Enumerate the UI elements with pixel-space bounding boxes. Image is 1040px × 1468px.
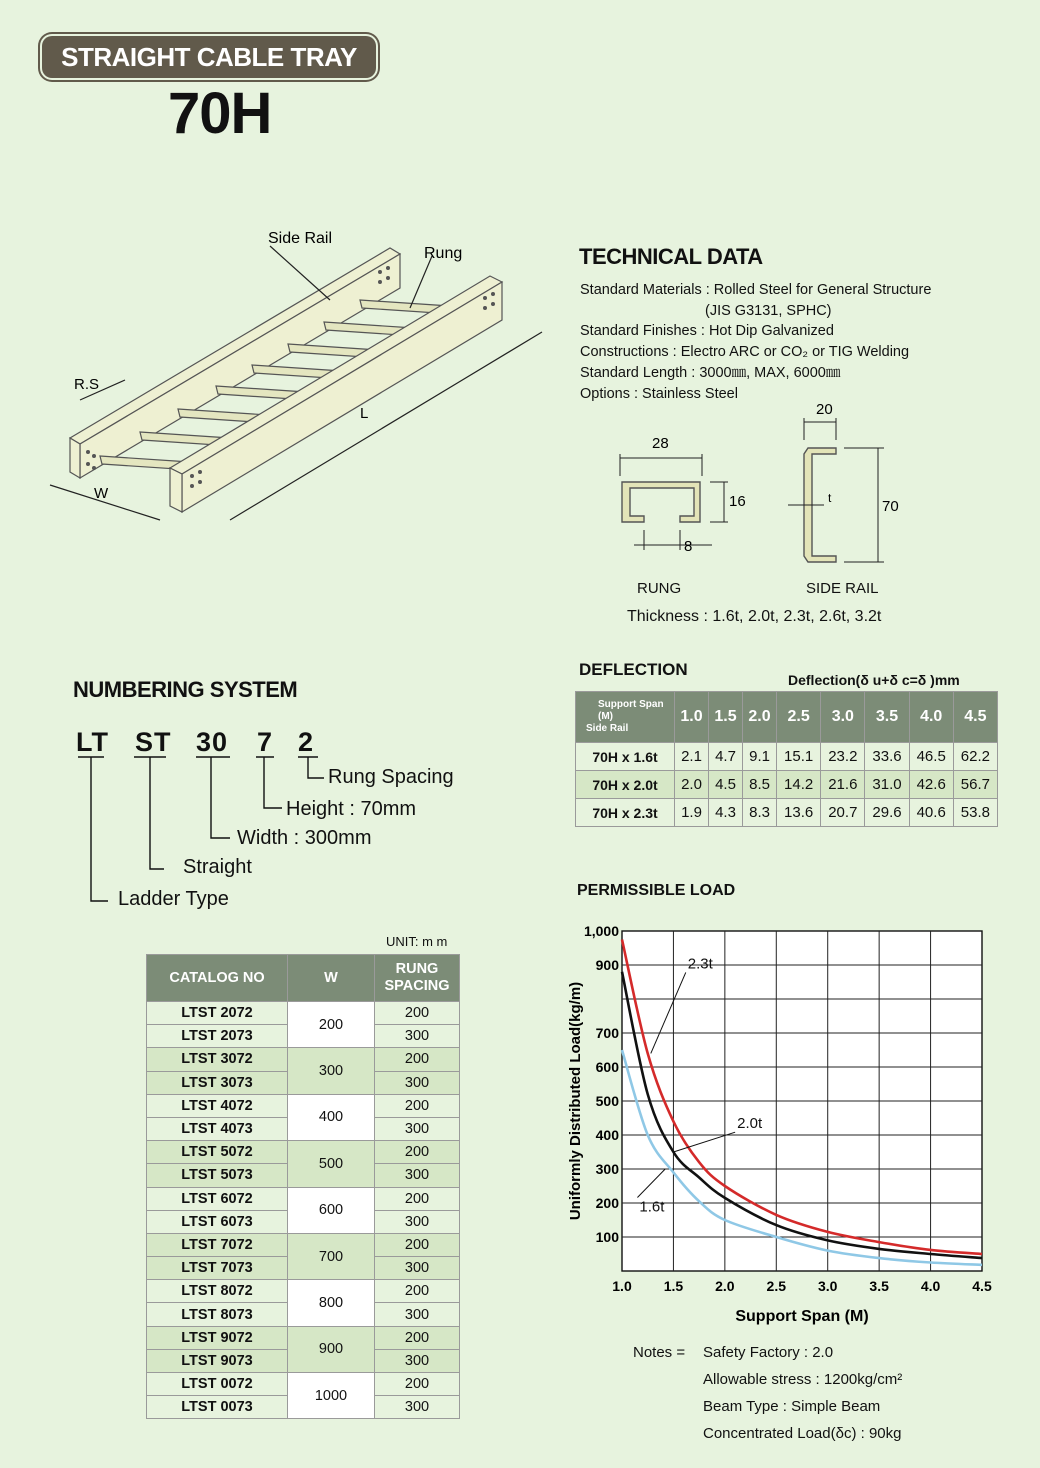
y-axis-label: Uniformly Distributed Load(kg/m) [567, 981, 584, 1221]
width-cell: 600 [288, 1187, 375, 1233]
cell: 4.5 [709, 771, 743, 799]
width-cell: 500 [288, 1141, 375, 1187]
rung-spacing-cell: 300 [375, 1303, 460, 1326]
profile-drawings [600, 400, 920, 590]
catalog-no-cell: LTST 7072 [147, 1233, 288, 1256]
dim-t: t [828, 491, 832, 505]
catalog-no-cell: LTST 0073 [147, 1396, 288, 1419]
y-tick-label: 900 [595, 957, 619, 973]
code-lt: LT [76, 727, 109, 757]
cell: 15.1 [777, 743, 821, 771]
span-header: 3.0 [821, 692, 865, 743]
catalog-no-cell: LTST 9073 [147, 1349, 288, 1372]
table-row [147, 1373, 460, 1396]
permissible-load-chart [560, 915, 1000, 1335]
note-line: Allowable stress : 1200kg/cm² [703, 1371, 903, 1388]
catalog-no-cell: LTST 7073 [147, 1257, 288, 1280]
rung-spacing-cell: 200 [375, 1002, 460, 1025]
catalog-no-cell: LTST 4073 [147, 1117, 288, 1140]
catalog-table [146, 954, 460, 1419]
cell: 14.2 [777, 771, 821, 799]
deflection-subtitle: Deflection(δ u+δ c=δ )mm [788, 672, 960, 688]
y-tick-label: 300 [595, 1161, 619, 1177]
y-tick-label: 700 [595, 1025, 619, 1041]
deflection-corner [576, 692, 675, 743]
cell: 42.6 [909, 771, 953, 799]
y-tick-label: 400 [595, 1127, 619, 1143]
header-catalog-no: CATALOG NO [147, 955, 288, 1002]
width-cell: 900 [288, 1326, 375, 1372]
dim-70: 70 [882, 498, 899, 515]
span-header: 1.5 [709, 692, 743, 743]
table-row [576, 771, 998, 799]
width-label: W [94, 485, 109, 502]
cell: 2.0 [675, 771, 709, 799]
catalog-no-cell: LTST 2072 [147, 1002, 288, 1025]
code-7: 7 [257, 727, 274, 757]
cell: 62.2 [953, 743, 997, 771]
rung-spacing-cell: 200 [375, 1233, 460, 1256]
span-header: 3.5 [865, 692, 909, 743]
deflection-table [575, 691, 998, 827]
label-straight: Straight [183, 856, 252, 878]
cell: 8.5 [743, 771, 777, 799]
tech-line: Standard Length : 3000㎜, MAX, 6000㎜ [580, 365, 841, 381]
width-cell: 200 [288, 1002, 375, 1048]
rs-label: R.S [74, 376, 100, 393]
catalog-no-cell: LTST 8073 [147, 1303, 288, 1326]
cell: 8.3 [743, 799, 777, 827]
table-row [147, 1002, 460, 1025]
row-label: 70H x 2.3t [576, 799, 675, 827]
rung-spacing-cell: 200 [375, 1141, 460, 1164]
x-tick-label: 1.0 [612, 1278, 632, 1294]
table-row [147, 1326, 460, 1349]
width-cell: 300 [288, 1048, 375, 1094]
rung-label: Rung [424, 245, 463, 262]
x-tick-label: 3.0 [817, 1278, 838, 1294]
catalog-no-cell: LTST 8072 [147, 1280, 288, 1303]
table-row [147, 1233, 460, 1256]
corner-side-rail: Side Rail [586, 723, 629, 734]
catalog-no-cell: LTST 0072 [147, 1373, 288, 1396]
row-label: 70H x 2.0t [576, 771, 675, 799]
span-header: 4.0 [909, 692, 953, 743]
catalog-no-cell: LTST 3073 [147, 1071, 288, 1094]
header-w: W [288, 955, 375, 1002]
x-tick-label: 4.0 [920, 1278, 941, 1294]
tech-line: Options : Stainless Steel [580, 386, 738, 402]
cell: 20.7 [821, 799, 865, 827]
catalog-no-cell: LTST 5073 [147, 1164, 288, 1187]
label-ladder-type: Ladder Type [118, 888, 229, 910]
x-axis-label: Support Span (M) [735, 1308, 869, 1325]
notes-prefix: Notes = [633, 1344, 686, 1361]
tech-line: (JIS G3131, SPHC) [705, 303, 832, 319]
catalog-no-cell: LTST 2073 [147, 1025, 288, 1048]
catalog-no-cell: LTST 6073 [147, 1210, 288, 1233]
series-label: 1.6t [639, 1198, 665, 1216]
y-tick-label: 200 [595, 1195, 619, 1211]
cell: 1.9 [675, 799, 709, 827]
cell: 56.7 [953, 771, 997, 799]
tech-line: Constructions : Electro ARC or CO₂ or TIG Welding [580, 344, 910, 360]
catalog-no-cell: LTST 9072 [147, 1326, 288, 1349]
note-line: Safety Factory : 2.0 [703, 1344, 834, 1361]
label-rung-spacing: Rung Spacing [328, 766, 454, 788]
y-tick-label: 500 [595, 1093, 619, 1109]
cell: 31.0 [865, 771, 909, 799]
table-row [576, 799, 998, 827]
product-banner: STRAIGHT CABLE TRAY [42, 36, 376, 78]
y-tick-label: 100 [595, 1229, 619, 1245]
deflection-title: DEFLECTION [579, 660, 688, 679]
cell: 2.1 [675, 743, 709, 771]
cell: 4.3 [709, 799, 743, 827]
catalog-no-cell: LTST 3072 [147, 1048, 288, 1071]
table-row [147, 1094, 460, 1117]
rung-spacing-cell: 200 [375, 1187, 460, 1210]
model-title: 70H [168, 81, 272, 146]
rung-spacing-cell: 200 [375, 1048, 460, 1071]
rung-spacing-cell: 200 [375, 1094, 460, 1117]
width-cell: 1000 [288, 1373, 375, 1419]
code-30: 30 [196, 727, 229, 757]
x-tick-label: 2.0 [715, 1278, 735, 1294]
catalog-no-cell: LTST 6072 [147, 1187, 288, 1210]
span-header: 4.5 [953, 692, 997, 743]
chart-title: PERMISSIBLE LOAD [577, 882, 736, 899]
cell: 33.6 [865, 743, 909, 771]
series-label: 2.0t [737, 1115, 763, 1133]
tech-line: Standard Materials : Rolled Steel for General Structure [580, 282, 932, 298]
row-label: 70H x 1.6t [576, 743, 675, 771]
span-header: 1.0 [675, 692, 709, 743]
dim-8: 8 [684, 538, 693, 555]
table-row [147, 1280, 460, 1303]
numbering-system-title: NUMBERING SYSTEM [73, 677, 298, 702]
cell: 23.2 [821, 743, 865, 771]
catalog-no-cell: LTST 4072 [147, 1094, 288, 1117]
unit-label: UNIT: m m [386, 934, 448, 949]
table-row [147, 1141, 460, 1164]
rung-spacing-cell: 300 [375, 1396, 460, 1419]
header-rung-spacing: RUNG SPACING [375, 955, 460, 1002]
thickness-text: Thickness : 1.6t, 2.0t, 2.3t, 2.6t, 3.2t [627, 608, 882, 625]
note-line: Beam Type : Simple Beam [703, 1398, 881, 1415]
cable-tray-illustration [30, 220, 570, 530]
series-label: 2.3t [687, 955, 713, 973]
label-width: Width : 300mm [237, 827, 372, 849]
rung-spacing-cell: 300 [375, 1117, 460, 1140]
x-tick-label: 4.5 [972, 1278, 992, 1294]
x-tick-label: 1.5 [663, 1278, 684, 1294]
width-cell: 400 [288, 1094, 375, 1140]
cell: 21.6 [821, 771, 865, 799]
span-header: 2.5 [777, 692, 821, 743]
length-label: L [360, 405, 369, 422]
rung-spacing-cell: 300 [375, 1349, 460, 1372]
dim-28: 28 [652, 435, 669, 452]
rung-spacing-cell: 200 [375, 1373, 460, 1396]
table-row [576, 743, 998, 771]
cell: 4.7 [709, 743, 743, 771]
dim-16: 16 [729, 493, 746, 510]
code-2: 2 [298, 727, 315, 757]
rung-spacing-cell: 200 [375, 1326, 460, 1349]
width-cell: 700 [288, 1233, 375, 1279]
rung-spacing-cell: 200 [375, 1280, 460, 1303]
note-line: Concentrated Load(δc) : 90kg [703, 1425, 902, 1442]
x-tick-label: 2.5 [766, 1278, 787, 1294]
cell: 13.6 [777, 799, 821, 827]
rung-spacing-cell: 300 [375, 1071, 460, 1094]
side-rail-label: Side Rail [268, 230, 333, 247]
rung-spacing-cell: 300 [375, 1257, 460, 1280]
x-tick-label: 3.5 [869, 1278, 889, 1294]
span-header: 2.0 [743, 692, 777, 743]
cell: 40.6 [909, 799, 953, 827]
width-cell: 800 [288, 1280, 375, 1326]
table-row [147, 1048, 460, 1071]
catalog-no-cell: LTST 5072 [147, 1141, 288, 1164]
label-height: Height : 70mm [286, 798, 417, 820]
tech-line: Standard Finishes : Hot Dip Galvanized [580, 323, 834, 339]
side-rail-profile-label: SIDE RAIL [806, 580, 879, 597]
y-tick-label: 1,000 [583, 923, 619, 939]
cell: 53.8 [953, 799, 997, 827]
y-tick-label: 600 [595, 1059, 619, 1075]
corner-support-span: Support Span (M) [598, 699, 664, 722]
rung-spacing-cell: 300 [375, 1025, 460, 1048]
dim-20: 20 [816, 401, 833, 418]
code-st: ST [135, 727, 172, 757]
cell: 29.6 [865, 799, 909, 827]
technical-data-title: TECHNICAL DATA [579, 244, 763, 269]
rung-profile-label: RUNG [637, 580, 682, 597]
table-row [147, 1187, 460, 1210]
rung-spacing-cell: 300 [375, 1164, 460, 1187]
cell: 46.5 [909, 743, 953, 771]
cell: 9.1 [743, 743, 777, 771]
rung-spacing-cell: 300 [375, 1210, 460, 1233]
